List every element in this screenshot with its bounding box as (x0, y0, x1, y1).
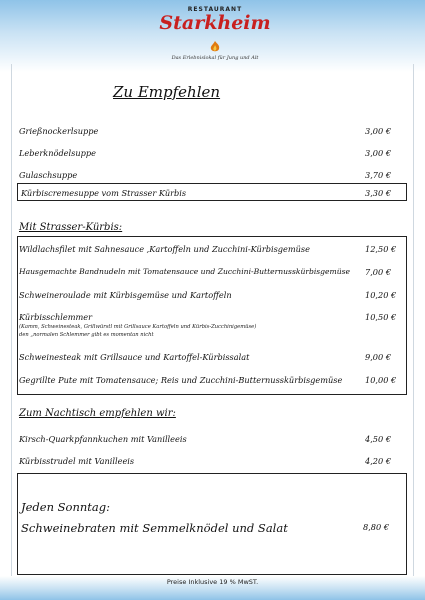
menu-item (19, 375, 405, 387)
menu-item-name: Kirsch-Quarkpfannkuchen mit Vanilleeis (19, 434, 187, 444)
menu-item-note: den „normalen Schlemmer gibt es momentan nicht (19, 332, 154, 338)
logo-name: Starkheim (159, 12, 271, 34)
menu-item (19, 170, 405, 182)
menu-item-price: 10,20 € (365, 290, 397, 300)
menu-item-name: Kürbisschlemmer (19, 312, 92, 322)
sunday-price: 8,80 € (363, 522, 390, 532)
menu-item-price: 9,00 € (365, 352, 392, 362)
menu-item-name: Gegrillte Pute mit Tomatensauce; Reis und Zucchini-Butternusskürbisgemüse (19, 375, 343, 385)
restaurant-logo (130, 6, 300, 66)
menu-item-name: Kürbisstrudel mit Vanilleeis (19, 456, 135, 466)
menu-item-name: Schweineroulade mit Kürbisgemüse und Kartoffeln (19, 290, 232, 300)
menu-item (19, 456, 405, 468)
menu-item (19, 148, 405, 160)
menu-item-highlight (17, 183, 407, 201)
menu-item-name: Grießnockerlsuppe (19, 126, 99, 136)
menu-item (19, 352, 405, 364)
menu-item (19, 312, 405, 324)
section-title: Mit Strasser-Kürbis: (19, 222, 123, 233)
logo-tagline: Das Erlebnislokal für Jung und Alt (171, 55, 259, 61)
menu-item-name: Gulaschsuppe (19, 170, 78, 180)
menu-item-price: 3,70 € (365, 170, 392, 180)
menu-item (19, 126, 405, 138)
sunday-special-box (17, 473, 407, 575)
section-title: Zum Nachtisch empfehlen wir: (19, 408, 176, 419)
menu-item-name: Kürbiscremesuppe vom Strasser Kürbis (21, 188, 187, 198)
menu-item-name: Schweinesteak mit Grillsauce und Kartoffel-Kürbissalat (19, 352, 250, 362)
menu-item-price: 4,50 € (365, 434, 392, 444)
menu-item-price: 3,00 € (365, 148, 392, 158)
menu-item-price: 4,20 € (365, 456, 392, 466)
footer-text: Preise Inklusive 19 % MwST. (166, 578, 259, 586)
menu-item-price: 10,00 € (365, 375, 397, 385)
menu-item-price: 3,00 € (365, 126, 392, 136)
page-title: Zu Empfehlen (113, 83, 221, 101)
menu-item (19, 290, 405, 302)
menu-item-price: 10,50 € (365, 312, 397, 322)
menu-item (19, 244, 405, 256)
menu-item-note: (Kamm, Schweinesteak, Grillwürstl mit Grillsauce Kartoffeln und Kürbis-Zucchinigemüse) (19, 324, 257, 330)
menu-item-price: 12,50 € (365, 244, 397, 254)
menu-item (19, 267, 405, 279)
menu-item (19, 434, 405, 446)
menu-item-name: Leberknödelsuppe (19, 148, 96, 158)
menu-item-name: Hausgemachte Bandnudeln mit Tomatensauce und Zucchini-Butternusskürbisgemüse (19, 267, 350, 276)
flame-icon (208, 41, 222, 53)
sunday-heading: Jeden Sonntag: (21, 500, 110, 514)
menu-item-name: Wildlachsfilet mit Sahnesauce ,Kartoffeln und Zucchini-Kürbisgemüse (19, 244, 310, 254)
menu-item-price: 7,00 € (365, 267, 392, 277)
sunday-dish: Schweinebraten mit Semmelknödel und Salat (21, 521, 288, 535)
menu-item-price: 3,30 € (365, 188, 392, 198)
logo-top-text: RESTAURANT (187, 6, 243, 13)
